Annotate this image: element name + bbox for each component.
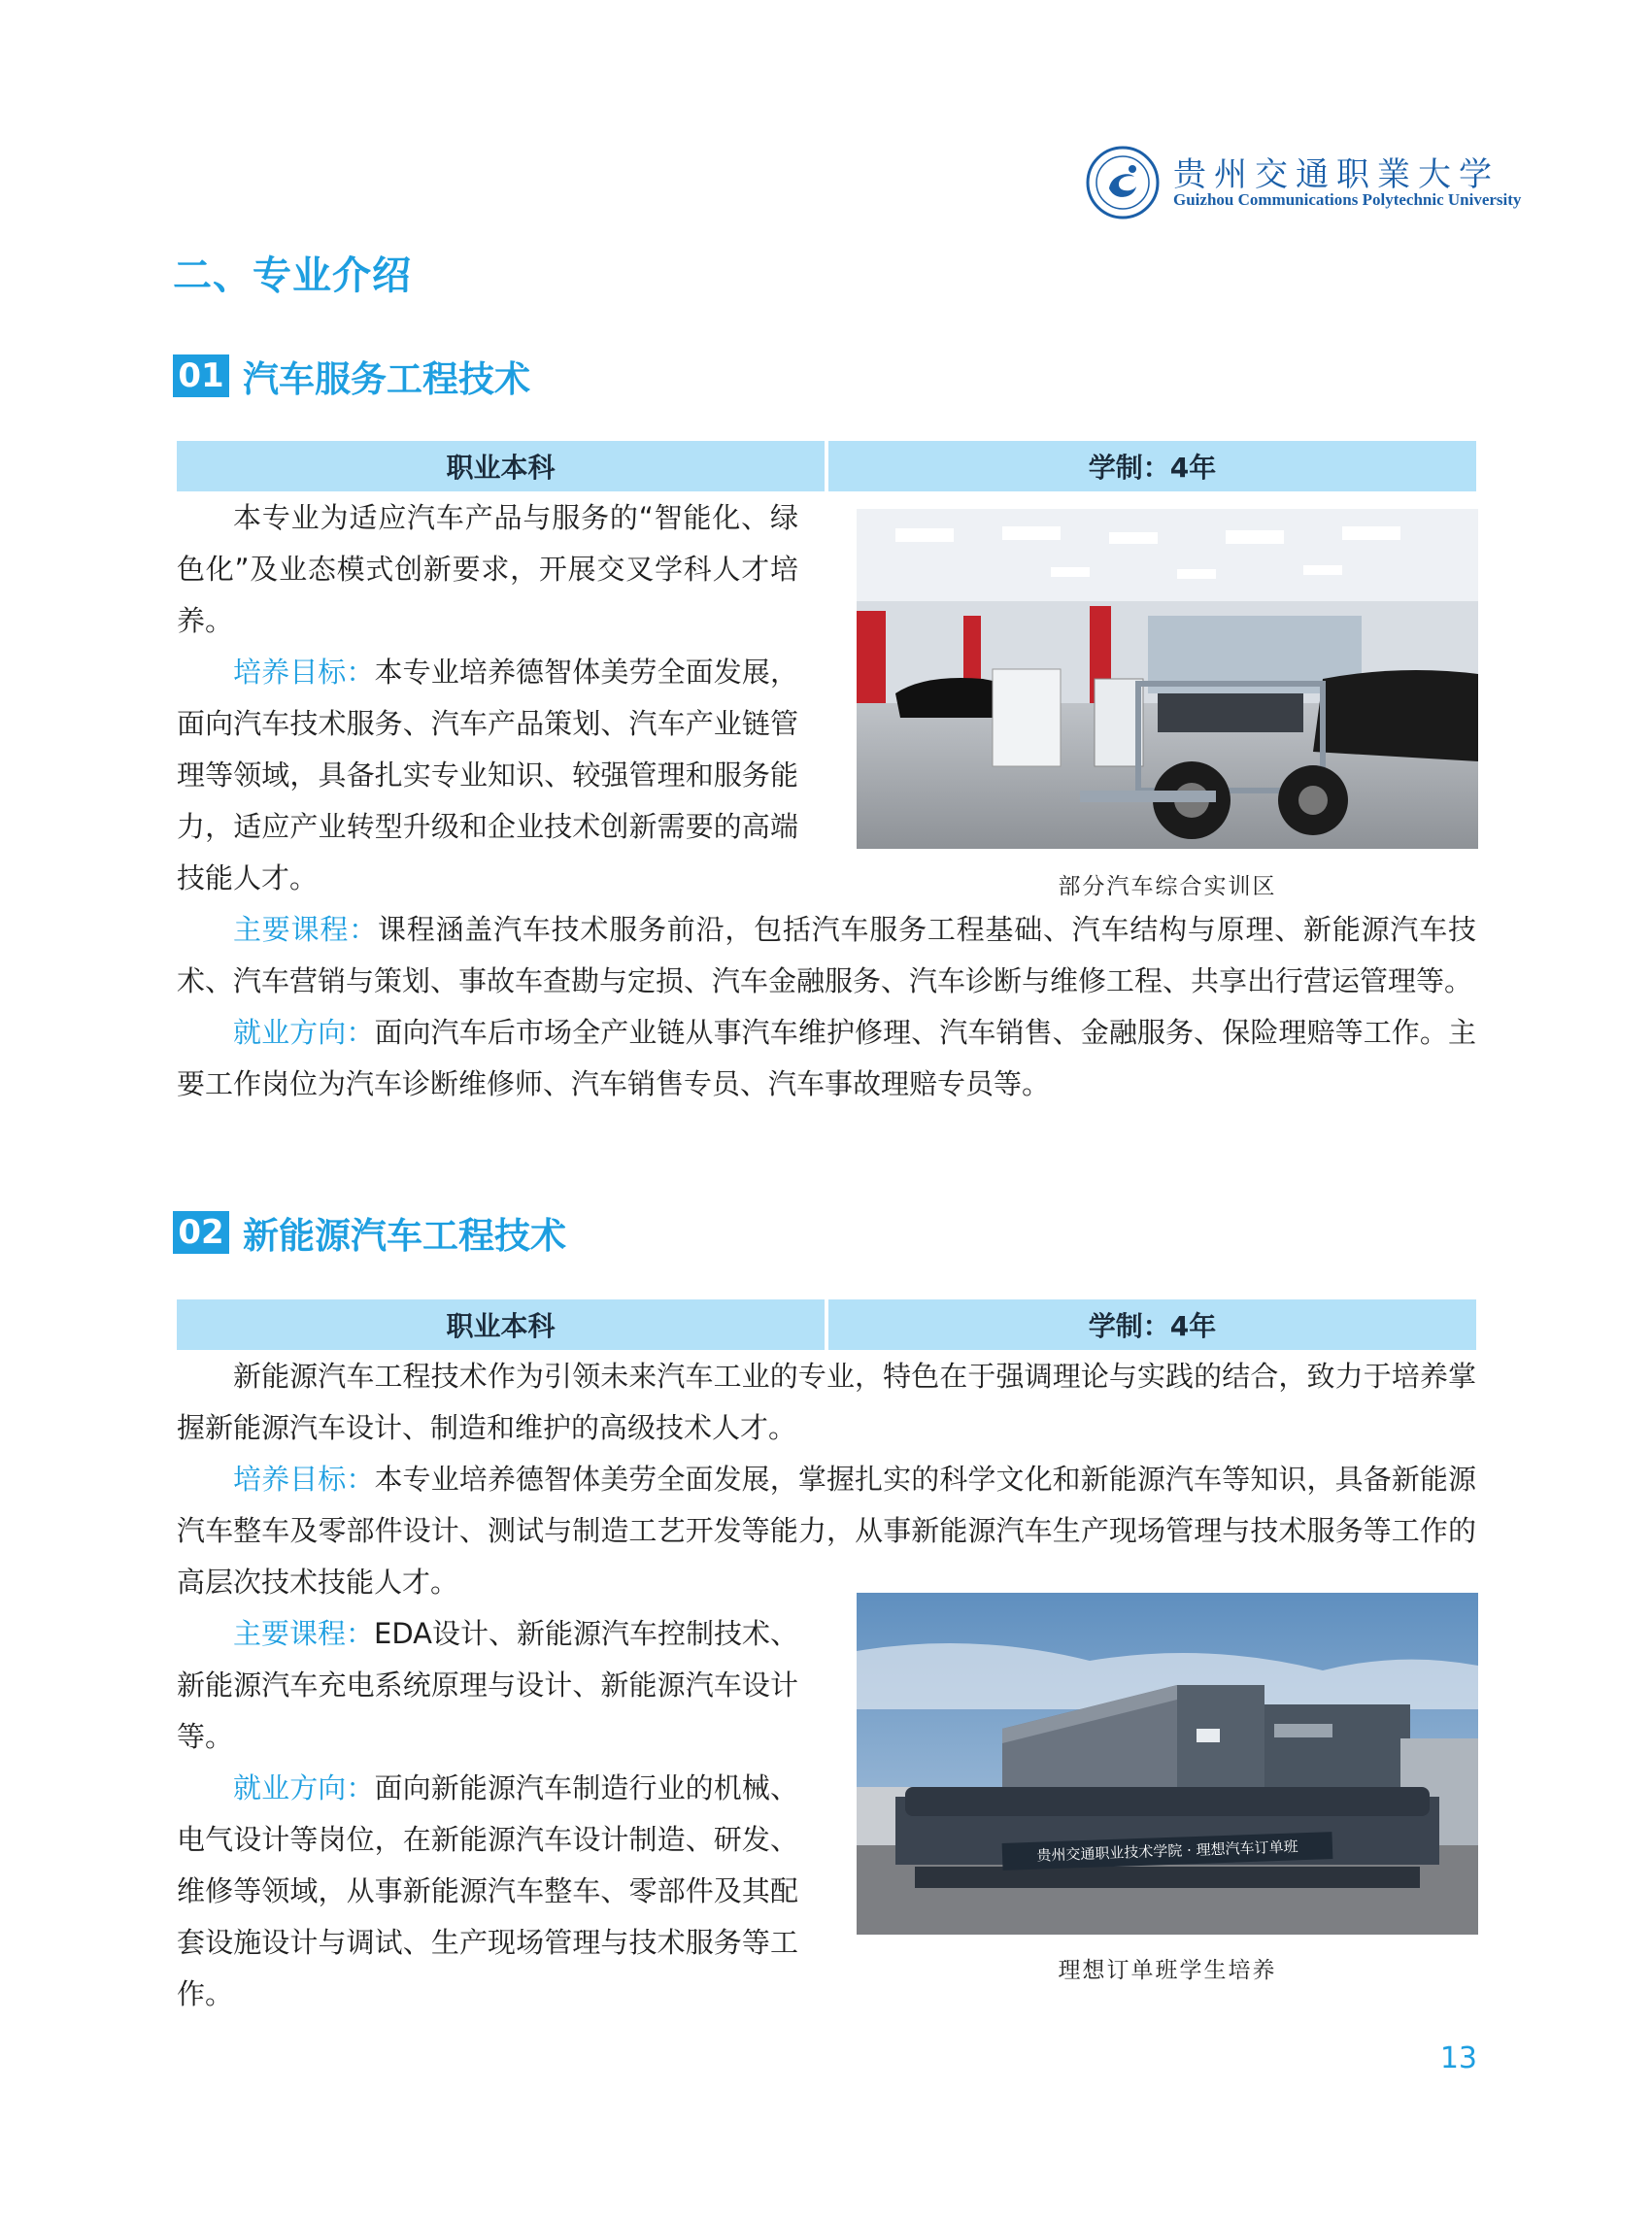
major-intro: 本专业为适应汽车产品与服务的“智能化、绿色化”及业态模式创新要求，开展交叉学科人才培养。 bbox=[177, 501, 798, 637]
section-title: 二、专业介绍 bbox=[173, 253, 412, 298]
courses-text: 课程涵盖汽车技术服务前沿，包括汽车服务工程基础、汽车结构与原理、新能源汽车技术、汽车营销与策划、事故车查勘与定损、汽车金融服务、汽车诊断与维修工程、共享出行营运管理等。 bbox=[177, 913, 1476, 997]
goal-text: 本专业培养德智体美劳全面发展，掌握扎实的科学文化和新能源汽车等知识，具备新能源汽车整车及零部件设计、测试与制造工艺开发等能力，从事新能源汽车生产现场管理与技术服务等工作的高层次技术技能人才。 bbox=[177, 1463, 1476, 1599]
major-number-badge: 02 bbox=[173, 1211, 229, 1254]
class-banner: 贵州交通职业技术学院 · 理想汽车订单班 bbox=[1002, 1832, 1333, 1871]
major-heading-02 bbox=[173, 1207, 566, 1258]
main-courses bbox=[177, 1608, 798, 1763]
major-info-bar-02 bbox=[177, 1299, 1476, 1350]
career-direction bbox=[177, 1763, 798, 2020]
study-duration: 学制：4年 bbox=[828, 441, 1476, 491]
page-number: 13 bbox=[1439, 2041, 1477, 2075]
major-01-intro-block bbox=[177, 492, 798, 904]
major-02-detail-block bbox=[177, 1608, 798, 2020]
goal-text: 本专业培养德智体美劳全面发展，面向汽车技术服务、汽车产品策划、汽车产业链管理等领域，具备扎实专业知识、较强管理和服务能力，适应产业转型升级和企业技术创新需要的高端技能人才。 bbox=[177, 656, 798, 894]
degree-level: 职业本科 bbox=[177, 1299, 825, 1350]
goal-label: 培养目标： bbox=[233, 656, 375, 689]
major-intro: 新能源汽车工程技术作为引领未来汽车工业的专业，特色在于强调理论与实践的结合，致力于培养掌握新能源汽车设计、制造和维护的高级技术人才。 bbox=[177, 1360, 1476, 1444]
major-heading-01 bbox=[173, 351, 530, 401]
courses-text: EDA设计、新能源汽车控制技术、新能源汽车充电系统原理与设计、新能源汽车设计等。 bbox=[177, 1617, 798, 1753]
major-title: 汽车服务工程技术 bbox=[243, 358, 530, 400]
career-text: 面向新能源汽车制造行业的机械、电气设计等岗位，在新能源汽车设计制造、研发、维修等领域，从事新能源汽车整车、零部件及其配套设施设计与调试、生产现场管理与技术服务等工作。 bbox=[177, 1771, 798, 2010]
courses-label: 主要课程： bbox=[233, 913, 378, 946]
study-duration: 学制：4年 bbox=[828, 1299, 1476, 1350]
training-area-photo bbox=[857, 509, 1478, 849]
major-info-bar-01 bbox=[177, 441, 1476, 491]
career-direction bbox=[177, 1007, 1476, 1110]
training-goal bbox=[177, 647, 798, 904]
main-courses bbox=[177, 904, 1476, 1007]
major-number-badge: 01 bbox=[173, 354, 229, 397]
school-emblem-icon bbox=[1086, 146, 1160, 219]
school-name-cn: 贵州交通职業大学 bbox=[1173, 155, 1500, 194]
training-goal bbox=[177, 1454, 1476, 1608]
degree-level: 职业本科 bbox=[177, 441, 825, 491]
class-group-photo bbox=[857, 1593, 1478, 1935]
career-label: 就业方向： bbox=[233, 1771, 375, 1804]
photo-caption: 部分汽车综合实训区 bbox=[1058, 874, 1277, 899]
photo-caption: 理想订单班学生培养 bbox=[1058, 1958, 1277, 1983]
major-title: 新能源汽车工程技术 bbox=[243, 1215, 566, 1257]
major-02-intro-block bbox=[177, 1351, 1476, 1608]
school-logo bbox=[1086, 144, 1522, 221]
major-01-detail-block bbox=[177, 904, 1476, 1110]
school-name-en: Guizhou Communications Polytechnic University bbox=[1173, 190, 1522, 209]
career-label: 就业方向： bbox=[233, 1016, 375, 1049]
goal-label: 培养目标： bbox=[233, 1463, 375, 1496]
courses-label: 主要课程： bbox=[233, 1617, 375, 1650]
career-text: 面向汽车后市场全产业链从事汽车维护修理、汽车销售、金融服务、保险理赔等工作。主要工作岗位为汽车诊断维修师、汽车销售专员、汽车事故理赔专员等。 bbox=[177, 1016, 1476, 1100]
